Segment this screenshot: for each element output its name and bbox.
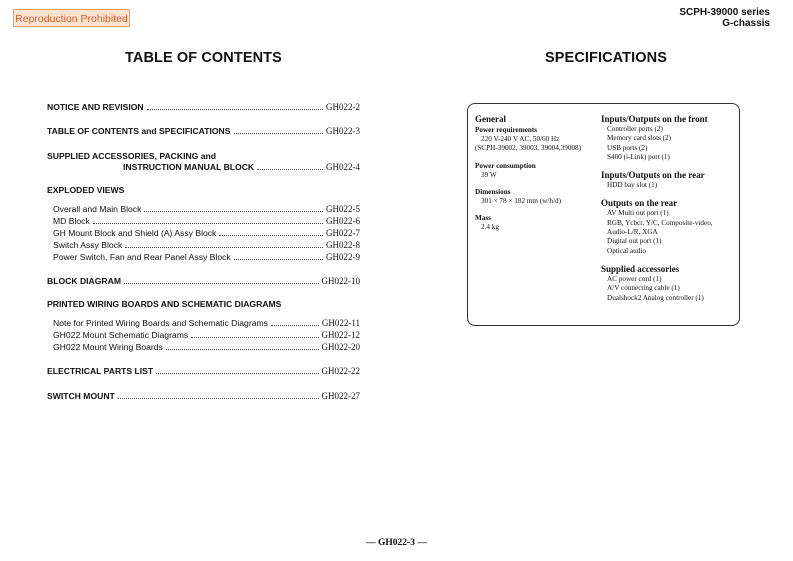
- spec-heading-general: General: [475, 114, 506, 124]
- toc-entry-exploded[interactable]: Overall and Main Block GH022-5: [53, 204, 360, 214]
- page-ref: GH022-10: [321, 276, 360, 286]
- toc-heading-exploded: EXPLODED VIEWS: [47, 185, 125, 195]
- spec-heading-rear-out: Outputs on the rear: [601, 198, 678, 209]
- toc-entry-contents[interactable]: TABLE OF CONTENTS and SPECIFICATIONS GH022-3: [47, 126, 360, 136]
- toc-title: TABLE OF CONTENTS: [125, 50, 282, 66]
- reproduction-prohibited-stamp: Reproduction Prohibited: [13, 9, 130, 27]
- spec-item: Digital out port (1): [607, 237, 662, 246]
- spec-heading-accessories: Supplied accessories: [601, 263, 680, 274]
- toc-entry-exploded[interactable]: Switch Assy Block GH022-8: [53, 240, 360, 250]
- page-ref: GH022-4: [326, 162, 360, 172]
- toc-heading-pwb: PRINTED WIRING BOARDS AND SCHEMATIC DIAGRAMS: [47, 299, 282, 309]
- spec-item: Memory card slots (2): [607, 134, 672, 143]
- spec-item: AV Multi out port (1): [607, 209, 669, 218]
- dot-leader: [234, 252, 323, 260]
- page-ref: GH022-5: [326, 204, 360, 214]
- dot-leader: [191, 330, 318, 338]
- chassis-label: G-chassis: [722, 18, 770, 29]
- toc-entry-accessories[interactable]: INSTRUCTION MANUAL BLOCK GH022-4: [123, 162, 360, 172]
- spec-heading-rear-io: Inputs/Outputs on the rear: [601, 170, 705, 181]
- spec-value: 220 V-240 V AC, 50/60 Hz: [481, 135, 560, 143]
- model-header: [679, 7, 770, 29]
- toc-entry-pwb[interactable]: Note for Printed Wiring Boards and Schematic Diagrams GH022-11: [53, 318, 360, 328]
- specifications-box: [467, 103, 740, 326]
- dot-leader: [219, 228, 323, 236]
- page-ref: GH022-22: [321, 366, 360, 376]
- page-ref: GH022-3: [326, 126, 360, 136]
- page-ref: GH022-6: [326, 216, 360, 226]
- dot-leader: [166, 342, 319, 350]
- dot-leader: [144, 204, 323, 212]
- spec-io-column: [601, 114, 737, 303]
- toc-accessories-line1: SUPPLIED ACCESSORIES, PACKING and: [47, 151, 217, 161]
- dot-leader: [156, 366, 318, 374]
- spec-value: 39 W: [481, 170, 497, 179]
- spec-item: Dualshock2 Analog controller (1): [607, 293, 704, 302]
- dot-leader: [118, 391, 319, 399]
- spec-value: 301 × 78 × 182 mm (w/h/d): [481, 196, 561, 205]
- spec-label: Mass: [475, 214, 491, 223]
- toc-entry-exploded[interactable]: MD Block GH022-6: [53, 216, 360, 226]
- spec-item: USB ports (2): [607, 143, 648, 152]
- series-label: SCPH-39000 series: [679, 7, 770, 18]
- spec-value: 2.4 kg: [481, 223, 499, 232]
- dot-leader: [257, 162, 323, 170]
- spec-item: AC power cord (1): [607, 274, 662, 283]
- page-ref: GH022-20: [321, 342, 360, 352]
- page-ref: GH022-11: [321, 318, 360, 328]
- dot-leader: [271, 318, 319, 326]
- dot-leader: [125, 240, 323, 248]
- spec-item: Controller ports (2): [607, 125, 663, 133]
- page-ref: GH022-27: [321, 391, 360, 401]
- page-ref: GH022-2: [326, 102, 360, 112]
- spec-item: Audio-L/R, XGA: [607, 228, 658, 237]
- toc-entry-electrical-parts[interactable]: ELECTRICAL PARTS LIST GH022-22: [47, 366, 360, 376]
- page-ref: GH022-7: [326, 228, 360, 238]
- spec-item: RGB, Ycbcr, Y/C, Composite-video,: [607, 218, 713, 227]
- page-number-footer: — GH022-3 —: [366, 538, 427, 548]
- toc-entry-switch-mount[interactable]: SWITCH MOUNT GH022-27: [47, 391, 360, 401]
- specifications-title: SPECIFICATIONS: [545, 50, 667, 66]
- toc-entry-exploded[interactable]: Power Switch, Fan and Rear Panel Assy Block GH022-9: [53, 252, 360, 262]
- dot-leader: [124, 276, 319, 284]
- spec-item: HDD bay slot (1): [607, 181, 658, 190]
- toc-entry-pwb[interactable]: GH022 Mount Schematic Diagrams GH022-12: [53, 330, 360, 340]
- spec-general-column: [475, 114, 602, 232]
- page-ref: GH022-8: [326, 240, 360, 250]
- spec-label: Power requirements: [475, 126, 538, 134]
- toc-entry-notice[interactable]: NOTICE AND REVISION GH022-2: [47, 102, 360, 112]
- toc-entry-block-diagram[interactable]: BLOCK DIAGRAM GH022-10: [47, 276, 360, 286]
- spec-item: A/V connecting cable (1): [607, 284, 680, 293]
- toc-entry-pwb[interactable]: GH022 Mount Wiring Boards GH022-20: [53, 342, 360, 352]
- spec-heading-front: Inputs/Outputs on the front: [601, 114, 708, 124]
- spec-value: (SCPH-39002, 39003, 39004,39008): [475, 144, 582, 153]
- spec-label: Dimensions: [475, 187, 511, 196]
- dot-leader: [147, 102, 323, 110]
- spec-label: Power consumption: [475, 161, 536, 170]
- spec-item: S400 (i-Link) port (1): [607, 152, 670, 161]
- spec-item: Optical audio: [607, 246, 646, 255]
- page-ref: GH022-9: [326, 252, 360, 262]
- dot-leader: [93, 216, 323, 224]
- toc-entry-exploded[interactable]: GH Mount Block and Shield (A) Assy Block GH022-7: [53, 228, 360, 238]
- dot-leader: [234, 126, 324, 134]
- page-ref: GH022-12: [321, 330, 360, 340]
